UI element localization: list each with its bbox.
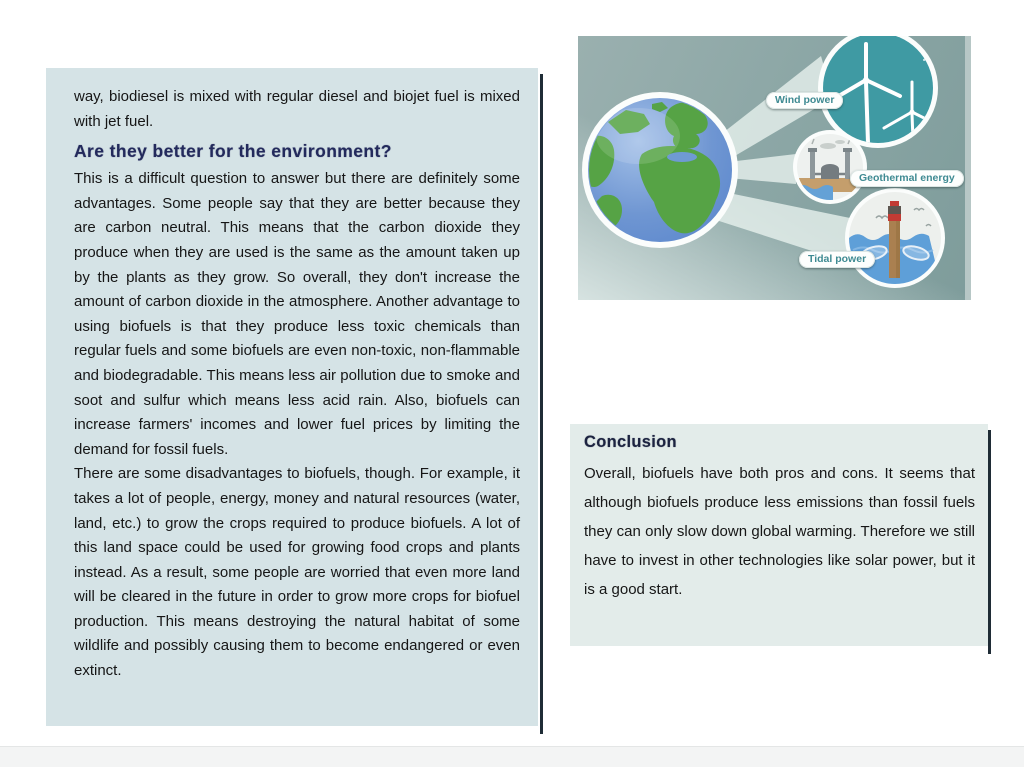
figure-edge-strip: [965, 36, 971, 300]
energy-figure-graphic: [578, 36, 971, 300]
tidal-power-circle: [845, 188, 945, 288]
footer-strip: [0, 746, 1024, 767]
globe-illustration: [582, 92, 738, 248]
article-panel-shadow-line: [540, 74, 543, 734]
geothermal-energy-circle: [793, 130, 867, 204]
environment-question-heading: Are they better for the environment?: [74, 141, 392, 162]
conclusion-panel: [570, 424, 988, 646]
geothermal-energy-label: Geothermal energy: [850, 170, 964, 187]
conclusion-panel-shadow-line: [988, 430, 991, 654]
wind-power-label: Wind power: [766, 92, 843, 109]
renewable-energy-figure: [578, 36, 971, 300]
advantages-paragraph: This is a difficult question to answer but there are definitely some advantages. Some people say that they are better because they are carbon neutral. This means that the carbon dioxide they produce when they are used is the same as the amount taken up by the plants as they grow. So overall, they don't increase the amount of carbon dioxide in the atmosphere. Another advantage to using biofuels is that they produce less toxic chemicals than regular fuels and some biofuels are even non-toxic, non-flammable and biodegradable. This means less air pollution due to smoke and soot and sulfur which means less acid rain. Also, biofuels can increase farmers' incomes and lower fuel prices by limiting the demand for fossil fuels.: [74, 170, 520, 458]
disadvantages-paragraph: There are some disadvantages to biofuels, though. For example, it takes a lot of people, energy, money and natural resources (water, land, etc.) to grow the crops required to produce biofuels. A lot of this land space could be used for growing food crops and plants instead. As a result, some people are worried that even more land will be cleared in the future in order to grow more crops for biofuel production. This means destroying the natural habitat of some wildlife and possibly causing them to become endangered or even extinct.: [74, 465, 520, 680]
tidal-power-label: Tidal power: [799, 251, 875, 268]
article-intro-text: way, biodiesel is mixed with regular diesel and biojet fuel is mixed with jet fuel.: [74, 88, 520, 130]
conclusion-heading: Conclusion: [584, 433, 677, 451]
biofuels-article-panel: [46, 68, 538, 726]
conclusion-text: Overall, biofuels have both pros and cons. It seems that although biofuels produce less emissions than fossil fuels they can only slow down global warming. Therefore we still have to invest in other technologies like solar power, but it is a good start.: [584, 465, 975, 598]
